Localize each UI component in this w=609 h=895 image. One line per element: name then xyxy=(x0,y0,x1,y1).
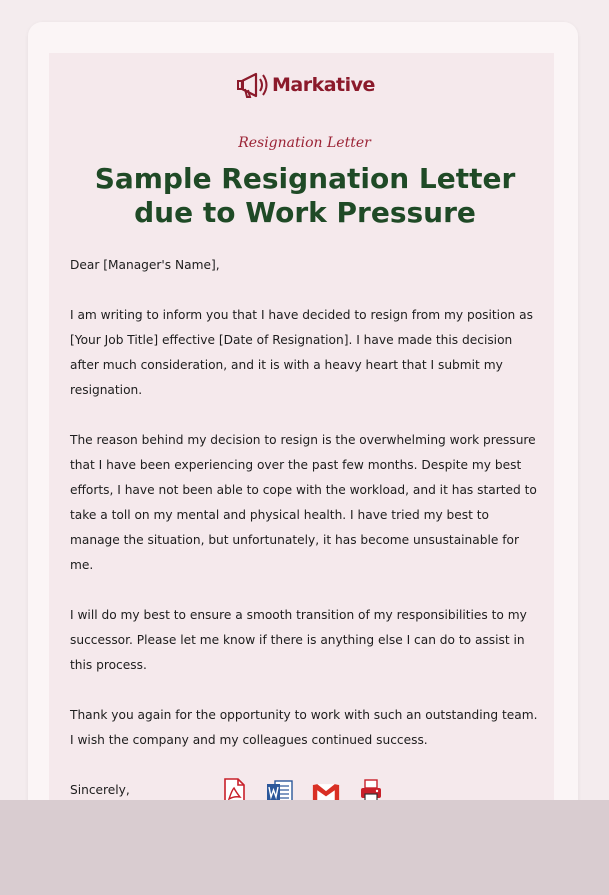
paragraph-thanks: Thank you again for the opportunity to work with such an outstanding team. I wish the company and my colleagues continued success. xyxy=(70,708,538,747)
title-line-2: due to Work Pressure xyxy=(134,196,476,229)
closing: Sincerely, xyxy=(70,783,130,797)
paragraph-intro: I am writing to inform you that I have decided to resign from my position as [Your Job Title] effective [Date of Resignation]. I have made this decision after much consideration, and it is with a heavy heart that I submit my resignation. xyxy=(70,308,533,397)
paragraph-transition: I will do my best to ensure a smooth transition of my responsibilities to my successor. Please let me know if there is anything else I can do to assist in this process. xyxy=(70,608,527,672)
page-title xyxy=(60,162,550,230)
letter-body xyxy=(70,253,540,828)
megaphone-icon xyxy=(236,69,270,101)
brand-name: Markative xyxy=(272,74,375,96)
letter-type-label: Resignation Letter xyxy=(238,135,371,151)
title-line-1: Sample Resignation Letter xyxy=(94,162,516,195)
footer-overlay xyxy=(0,800,609,895)
paragraph-reason: The reason behind my decision to resign is the overwhelming work pressure that I have been experiencing over the past few months. Despite my best efforts, I have not been able to cope with the workload, and it has started to take a toll on my mental and physical health. I have tried my best to manage the situation, but unfortunately, it has become unsustainable for me. xyxy=(70,433,537,572)
brand-logo[interactable] xyxy=(236,68,376,102)
salutation: Dear [Manager's Name], xyxy=(70,258,220,272)
